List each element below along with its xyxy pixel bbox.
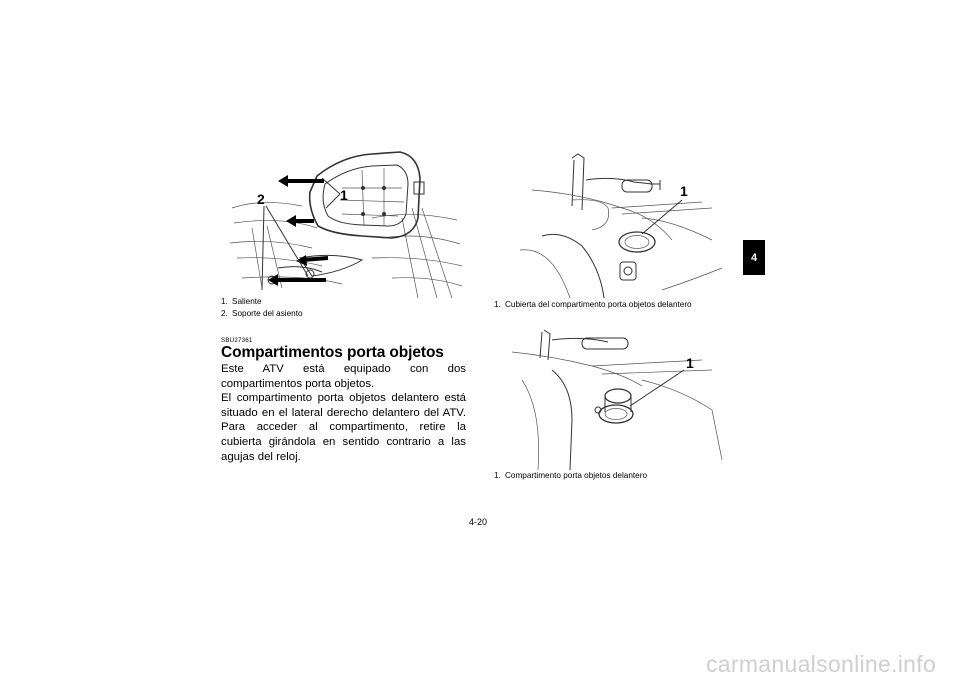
- section-body: [221, 362, 466, 464]
- caption-item: 1. Cubierta del compartimento porta objetos delantero: [494, 300, 692, 309]
- callout-label-1: 1: [680, 183, 688, 199]
- figure-right-bottom-caption: [494, 470, 647, 482]
- page-number: 4-20: [469, 517, 488, 527]
- seat-illustration: [222, 148, 466, 300]
- figure-right-top-caption: [494, 299, 692, 311]
- section-title: Compartimentos porta objetos: [221, 344, 444, 361]
- callout-label-1: 1: [340, 187, 348, 203]
- figure-left-caption: [221, 296, 303, 320]
- watermark: carmanualsonline.info: [706, 651, 937, 677]
- callout-label-1: 1: [686, 355, 694, 371]
- compartment-drawing: [512, 330, 722, 470]
- caption-item: 2. Soporte del asiento: [221, 309, 303, 318]
- caption-item: 1. Compartimento porta objetos delantero: [494, 471, 647, 480]
- chapter-tab: 4: [743, 240, 765, 275]
- compartment-open-illustration: [512, 330, 728, 470]
- paragraph: Este ATV está equipado con dos compartimentos porta objetos.: [221, 363, 466, 390]
- callout-label-2: 2: [257, 191, 265, 207]
- seat-drawing: [230, 152, 462, 298]
- section-code: SBU27361: [221, 337, 253, 344]
- caption-item: 1. Saliente: [221, 297, 262, 306]
- compartment-cover-illustration: [512, 150, 728, 298]
- paragraph: El compartimento porta objetos delantero está situado en el lateral derecho delantero del ATV. Para acceder al compartimento, retire la cubierta girándola en sentido contrario a las agujas del reloj.: [221, 392, 466, 463]
- cover-drawing: [520, 154, 722, 298]
